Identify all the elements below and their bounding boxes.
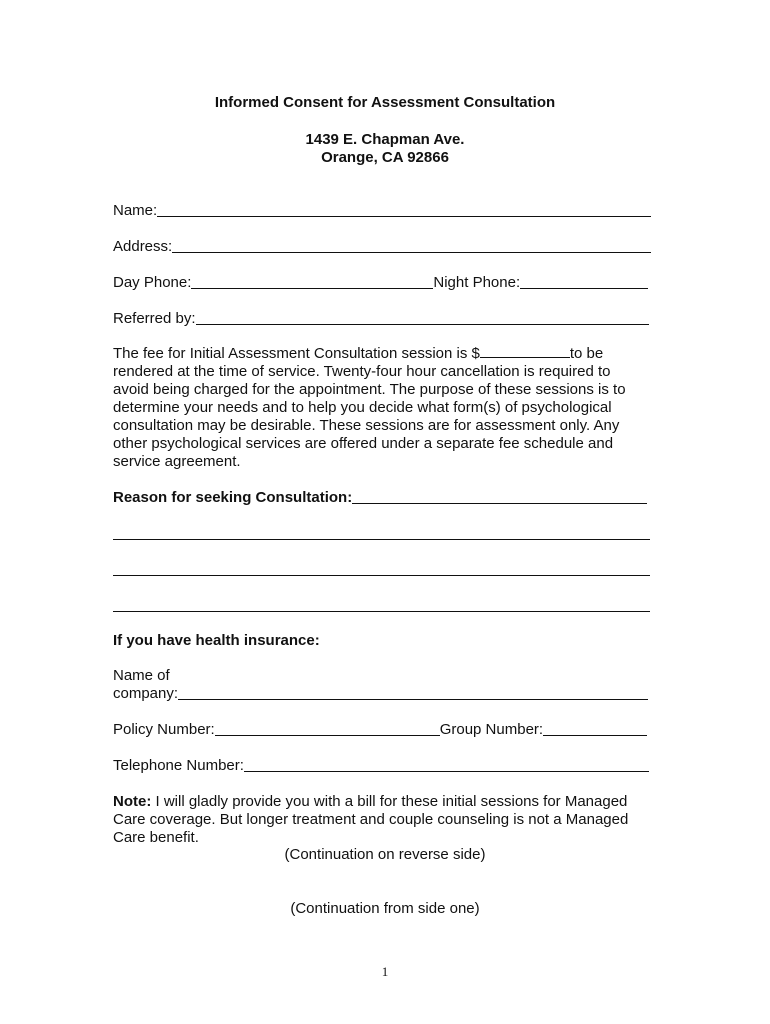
reason-line-3[interactable] bbox=[113, 575, 650, 576]
fee-text-after: to be bbox=[569, 345, 604, 362]
phone-row bbox=[113, 272, 648, 292]
fee-line-6: other psychological services are offered under a separate fee schedule and bbox=[113, 435, 614, 452]
day-phone-label: Day Phone: bbox=[113, 274, 192, 291]
night-phone-field[interactable] bbox=[520, 288, 648, 289]
note-line-2: Care coverage. But longer treatment and couple counseling is not a Managed bbox=[113, 811, 629, 828]
reason-line-2[interactable] bbox=[113, 539, 650, 540]
policy-number-label: Policy Number: bbox=[113, 721, 215, 738]
group-number-field[interactable] bbox=[543, 735, 647, 736]
reason-row bbox=[113, 487, 647, 507]
address-line-2: Orange, CA 92866 bbox=[321, 149, 449, 166]
note-paragraph bbox=[113, 793, 658, 847]
referred-by-label: Referred by: bbox=[113, 310, 196, 327]
fee-line-3: avoid being charged for the appointment. The purpose of these sessions is to bbox=[113, 381, 626, 398]
form-title: Informed Consent for Assessment Consultation bbox=[214, 94, 556, 111]
fee-line-7: service agreement. bbox=[113, 453, 241, 470]
fee-paragraph bbox=[113, 345, 658, 471]
telephone-row bbox=[113, 755, 649, 775]
policy-number-field[interactable] bbox=[215, 735, 440, 736]
fee-text-before: The fee for Initial Assessment Consultation session is $ bbox=[113, 345, 480, 362]
note-line-1 bbox=[113, 793, 658, 811]
day-phone-field[interactable] bbox=[191, 288, 433, 289]
company-label-line-1: Name of bbox=[113, 667, 170, 684]
telephone-number-label: Telephone Number: bbox=[113, 757, 244, 774]
continuation-from: (Continuation from side one) bbox=[290, 900, 480, 917]
note-label: Note: bbox=[113, 793, 152, 810]
referred-by-field[interactable] bbox=[196, 324, 649, 325]
reason-field[interactable] bbox=[352, 503, 647, 504]
note-line-3: Care benefit. bbox=[113, 829, 199, 846]
fee-line-1 bbox=[113, 345, 658, 363]
insurance-heading: If you have health insurance: bbox=[113, 632, 320, 649]
continuation-reverse: (Continuation on reverse side) bbox=[284, 846, 486, 863]
address-field[interactable] bbox=[172, 252, 651, 253]
telephone-number-field[interactable] bbox=[244, 771, 649, 772]
fee-line-5: consultation may be desirable. These sessions are for assessment only. Any bbox=[113, 417, 620, 434]
name-row bbox=[113, 200, 651, 220]
fee-line-4: determine your needs and to help you decide what form(s) of psychological bbox=[113, 399, 612, 416]
address-line-1: 1439 E. Chapman Ave. bbox=[305, 131, 465, 148]
fee-amount-field[interactable] bbox=[480, 345, 570, 358]
reason-label: Reason for seeking Consultation: bbox=[113, 489, 353, 506]
company-field[interactable] bbox=[178, 699, 648, 700]
group-number-label: Group Number: bbox=[439, 721, 544, 738]
page-number: 1 bbox=[381, 964, 389, 979]
note-line-1-text: I will gladly provide you with a bill for these initial sessions for Managed bbox=[151, 793, 628, 810]
name-label: Name: bbox=[113, 202, 158, 219]
fee-line-2: rendered at the time of service. Twenty-four hour cancellation is required to bbox=[113, 363, 611, 380]
name-field[interactable] bbox=[157, 216, 651, 217]
company-row bbox=[113, 683, 648, 703]
policy-group-row bbox=[113, 719, 647, 739]
address-row bbox=[113, 236, 651, 256]
reason-line-4[interactable] bbox=[113, 611, 650, 612]
company-label: company: bbox=[113, 685, 179, 702]
night-phone-label: Night Phone: bbox=[433, 274, 521, 291]
referred-by-row bbox=[113, 308, 649, 328]
address-label: Address: bbox=[113, 238, 173, 255]
